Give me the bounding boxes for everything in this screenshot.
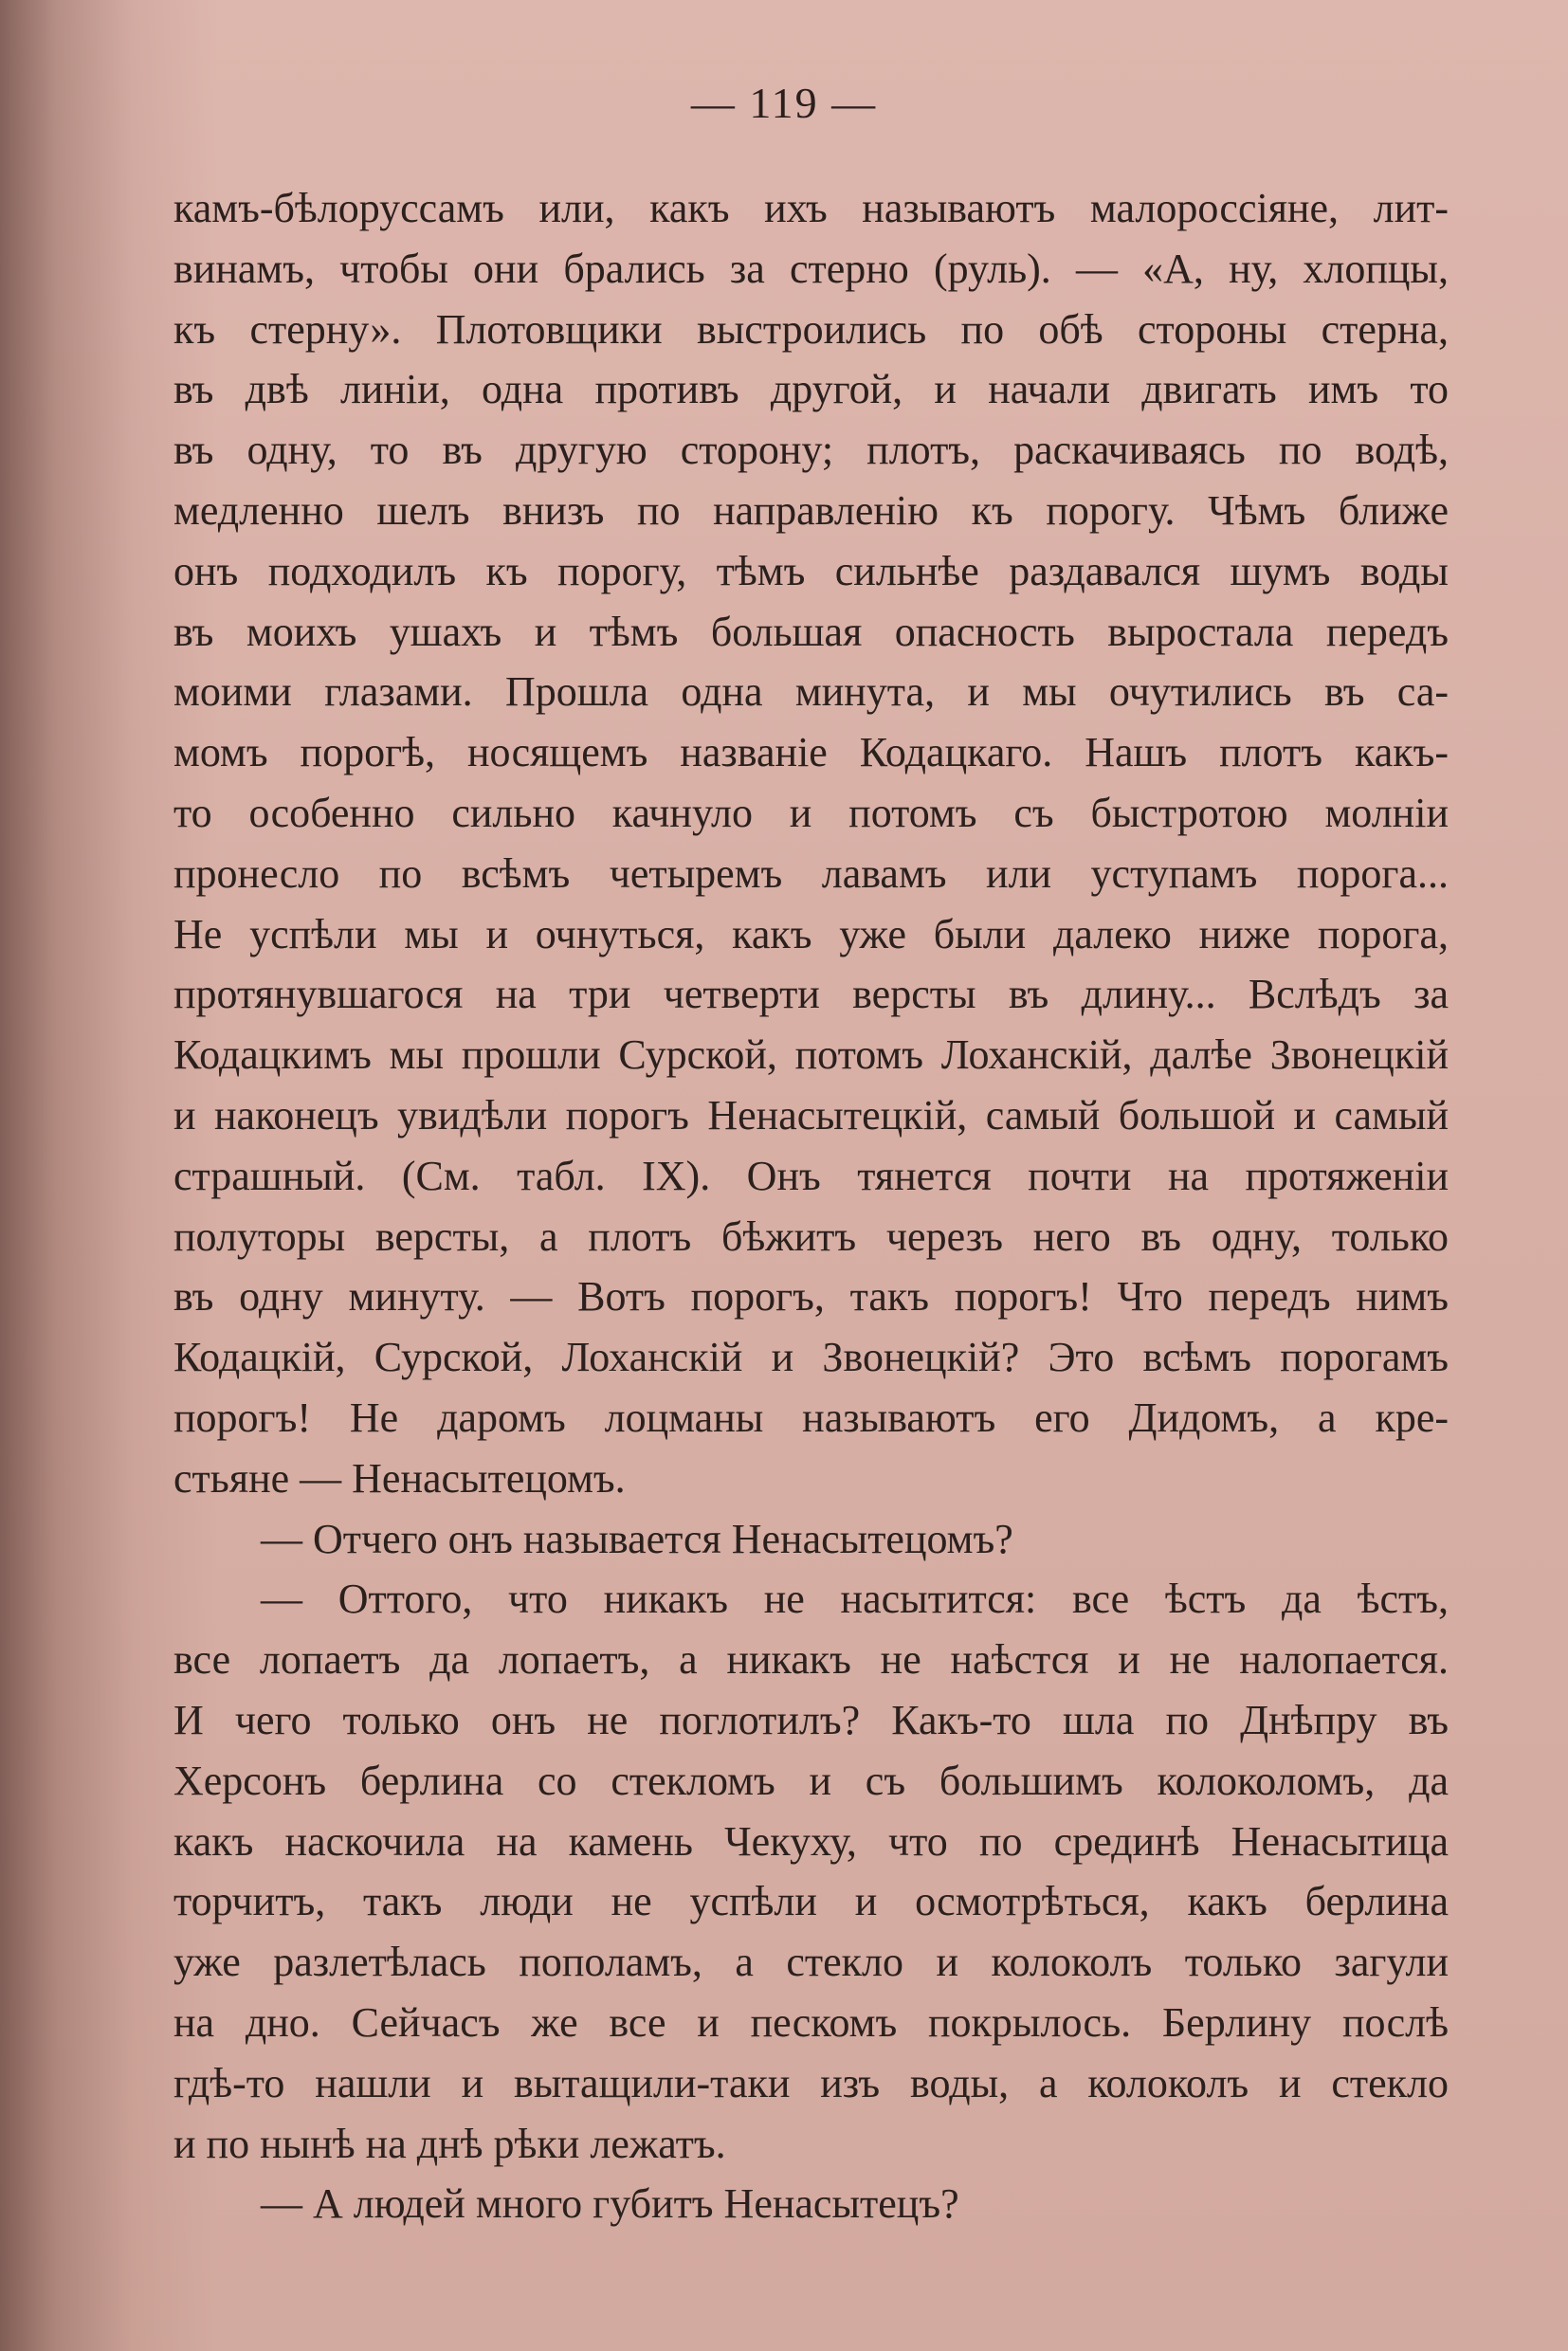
text-line: И чего только онъ не поглотилъ? Какъ-то шла по Днѣпру въ [173, 1696, 1449, 1743]
text-line: гдѣ-то нашли и вытащили-таки изъ воды, а колоколъ и стекло [173, 2059, 1449, 2106]
text-line: Не успѣли мы и очнуться, какъ уже были далеко ниже порога, [173, 910, 1449, 957]
text-line: онъ подходилъ къ порогу, тѣмъ сильнѣе раздавался шумъ воды [173, 547, 1449, 594]
text-line: моими глазами. Прошла одна минута, и мы очутились въ са- [173, 668, 1449, 716]
text-line: Кодацкій, Сурской, Лоханскій и Звонецкій? Это всѣмъ порогамъ [173, 1334, 1449, 1381]
text-line: въ двѣ линіи, одна противъ другой, и начали двигать имъ то [173, 366, 1449, 413]
text-line: какъ наскочила на камень Чекуху, что по срединѣ Ненасытица [173, 1817, 1449, 1865]
text-line: торчитъ, такъ люди не успѣли и осмотрѣться, какъ берлина [173, 1878, 1449, 1925]
text-line: полуторы версты, а плотъ бѣжитъ черезъ него въ одну, только [173, 1212, 1449, 1260]
text-line: порогъ! Не даромъ лоцманы называютъ его Дидомъ, а кре- [173, 1394, 1449, 1441]
text-line: медленно шелъ внизъ по направленію къ порогу. Чѣмъ ближе [173, 486, 1449, 534]
text-line: то особенно сильно качнуло и потомъ съ быстротою молніи [173, 789, 1449, 836]
text-line: момъ порогѣ, носящемъ названіе Кодацкаго. Нашъ плотъ какъ- [173, 729, 1449, 776]
text-line: стьяне — Ненасытецомъ. [173, 1454, 626, 1502]
text-line: въ одну минуту. — Вотъ порогъ, такъ порогъ! Что передъ нимъ [173, 1273, 1449, 1321]
body-text [173, 178, 1449, 2234]
page-number-header: — 119 — [690, 79, 878, 127]
text-line: на дно. Сейчасъ же все и пескомъ покрылось. Берлину послѣ [173, 1998, 1449, 2046]
text-line: протянувшагося на три четверти версты въ длину... Вслѣдъ за [173, 971, 1449, 1018]
text-line: — А людей много губитъ Ненасытецъ? [261, 2180, 959, 2228]
text-line: и по нынѣ на днѣ рѣки лежатъ. [173, 2120, 726, 2167]
text-line: къ стерну». Плотовщики выстроились по обѣ стороны стерна, [173, 305, 1449, 353]
text-line: страшный. (См. табл. IX). Онъ тянется почти на протяженіи [173, 1152, 1449, 1199]
text-line: камъ-бѣлоруссамъ или, какъ ихъ называютъ малороссіяне, лит- [173, 185, 1449, 231]
text-line: — Оттого, что никакъ не насытится: все ѣстъ да ѣстъ, [261, 1576, 1449, 1623]
text-line: винамъ, чтобы они брались за стерно (руль). — «А, ну, хлопцы, [173, 245, 1449, 292]
text-line: пронесло по всѣмъ четыремъ лавамъ или уступамъ порога... [173, 849, 1449, 897]
text-line: — Отчего онъ называется Ненасытецомъ? [261, 1515, 1013, 1562]
text-line: въ одну, то въ другую сторону; плотъ, раскачиваясь по водѣ, [173, 427, 1449, 474]
text-line: въ моихъ ушахъ и тѣмъ большая опасность выростала передъ [173, 608, 1449, 655]
text-line: все лопаетъ да лопаетъ, а никакъ не наѣстся и не налопается. [173, 1636, 1449, 1684]
text-line: Херсонъ берлина со стекломъ и съ большимъ колоколомъ, да [173, 1757, 1449, 1804]
text-line: Кодацкимъ мы прошли Сурской, потомъ Лоханскій, далѣе Звонецкій [173, 1031, 1449, 1079]
text-line: и наконецъ увидѣли порогъ Ненасытецкій, самый большой и самый [173, 1091, 1449, 1139]
text-line: уже разлетѣлась пополамъ, а стекло и колоколъ только загули [173, 1939, 1449, 1986]
